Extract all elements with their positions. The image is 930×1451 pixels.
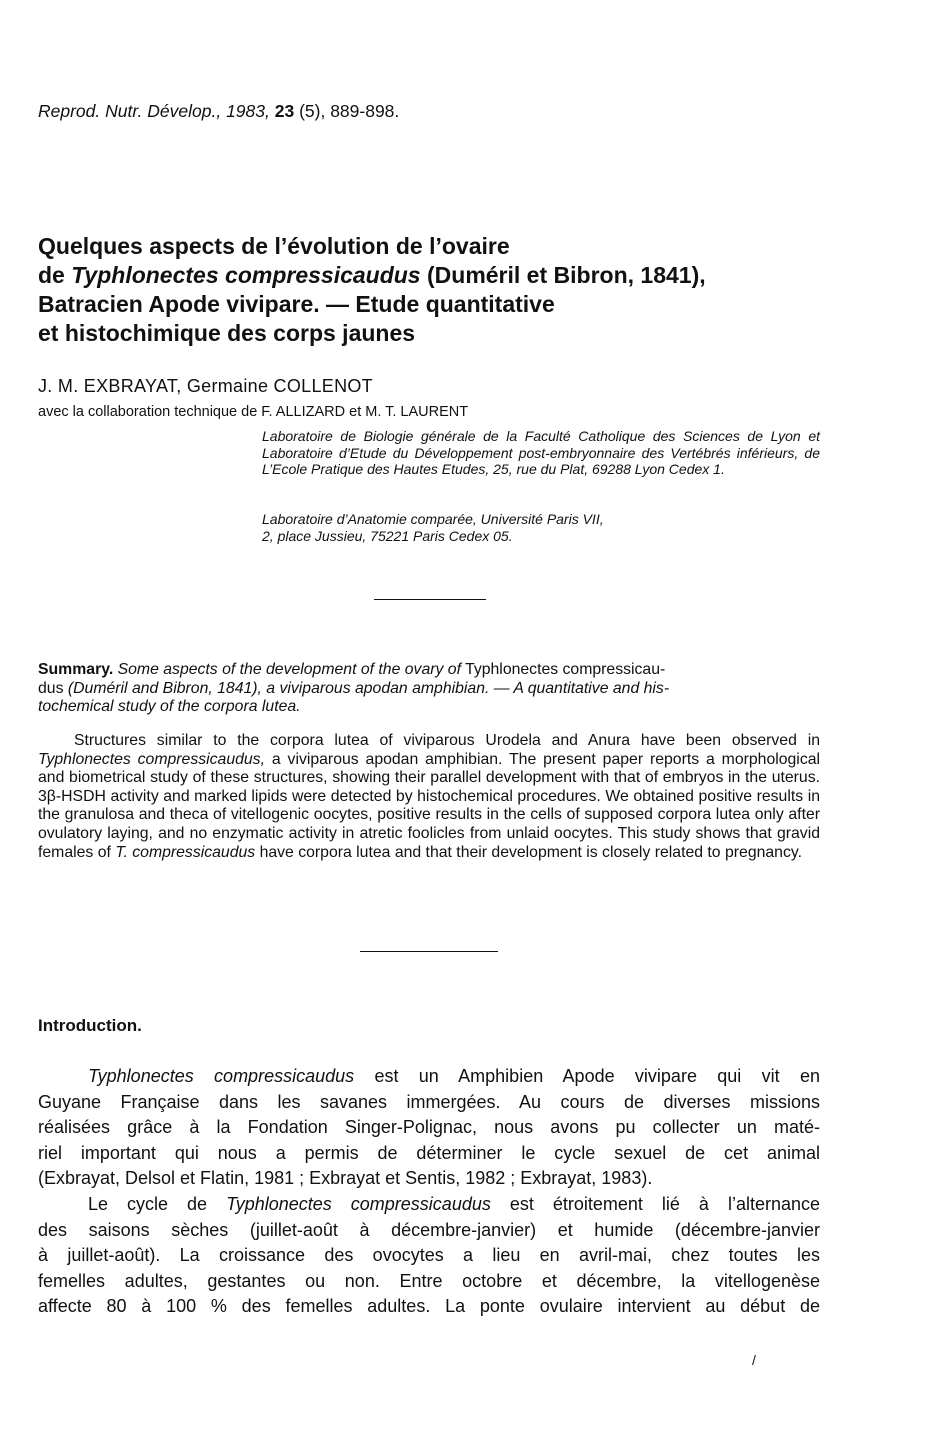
title-authority: (Duméril et Bibron, 1841), [420, 262, 706, 288]
summary-text-b: a viviparous apodan amphibian. The present paper reports a morphological and biometrical study of these structures, showing their parallel development with that of embryos in the uterus. 3β-HSDH activity and marked lipids were detected by histochemical procedures. We obtained positive results in the granulosa and theca of vitellogenic oocytes, positive results in the cells of supposed corpora lutea only after ovulatory laying, and no enzymatic activity in atretic foolicles from unlaid oocytes. This study shows that gravid females of [38, 750, 821, 861]
intro-p2-line-3: à juillet-août). La croissance des ovocytes a lieu en avril-mai, chez toutes les [38, 1245, 820, 1266]
summary-text [38, 732, 820, 862]
line-text: est étroitement lié à l’alternance [490, 1194, 820, 1214]
separator-rule [374, 599, 486, 600]
journal-name: Reprod. Nutr. Dévelop., [38, 101, 222, 121]
journal-volume: 23 [274, 101, 295, 121]
title-prefix: de [38, 262, 72, 288]
summary-title-a: Some aspects of the development of the ovary of [117, 661, 461, 678]
species-name: Typhlonectes compressicaudus [88, 1066, 355, 1086]
summary-heading [38, 661, 820, 717]
summary-title-species: Typhlonectes compressicau- [465, 661, 666, 678]
summary-title-b: (Duméril and Bibron, 1841), a viviparous apodan amphibian. — A quantitative and his- [67, 679, 670, 697]
intro-p1-line-3: réalisées grâce à la Fondation Singer-Polignac, nous avons pu collecter un maté- [38, 1117, 820, 1138]
intro-p2-line-4: femelles adultes, gestantes ou non. Entre octobre et décembre, la vitellogenèse [38, 1270, 820, 1291]
citation [38, 101, 399, 122]
summary-title-c: tochemical study of the corpora lutea. [38, 698, 301, 715]
affiliation-2 [262, 511, 820, 544]
line-text: est un Amphibien Apode vivipare qui vit en [354, 1066, 820, 1086]
intro-p2-line-2: des saisons sèches (juillet-août à décembre-janvier) et humide (décembre-janvier [38, 1219, 820, 1240]
summary-label: Summary. [38, 661, 114, 678]
journal-issue-pages: (5), 889-898. [299, 101, 400, 121]
summary-title-species-end: dus [38, 679, 64, 697]
title-line-1: Quelques aspects de l’évolution de l’ovaire [38, 233, 510, 259]
title-species: Typhlonectes compressicaudus [71, 262, 421, 288]
technical-collaboration: avec la collaboration technique de F. ALLIZARD et M. T. LAURENT [38, 404, 469, 420]
intro-p1-line-5: (Exbrayat, Delsol et Flatin, 1981 ; Exbrayat et Sentis, 1982 ; Exbrayat, 1983). [38, 1168, 653, 1189]
intro-p2-line-5: affecte 80 à 100 % des femelles adultes. La ponte ovulaire intervient au début de [38, 1296, 820, 1317]
summary-text-a: Structures similar to the corpora lutea of viviparous Urodela and Anura have been observed in [74, 732, 820, 749]
introduction-heading: Introduction. [38, 1016, 142, 1035]
page-mark: / [752, 1352, 756, 1368]
line-text: Le cycle de [88, 1194, 227, 1214]
affiliation-2-line-2: 2, place Jussieu, 75221 Paris Cedex 05. [262, 527, 513, 544]
title-line-2 [38, 261, 898, 290]
affiliation-2-line-1: Laboratoire d’Anatomie comparée, Université Paris VII, [262, 511, 604, 527]
intro-p2-line-1 [38, 1192, 820, 1218]
summary-text-c: have corpora lutea and that their development is closely related to pregnancy. [259, 843, 802, 861]
authors: J. M. EXBRAYAT, Germaine COLLENOT [38, 376, 373, 396]
species-name: Typhlonectes compressicaudus [226, 1194, 491, 1214]
intro-p1-line-1 [38, 1064, 820, 1090]
affiliation-1: Laboratoire de Biologie générale de la Faculté Catholique des Sciences de Lyon et Laboratoire d’Etude du Développement post-embryonnaire des Vertébrés inférieurs, de L’Ecole Pratique des Hautes Etudes, 25, rue du Plat, 69288 Lyon Cedex 1. [262, 428, 820, 477]
introduction-paragraph-1 [38, 1064, 820, 1192]
introduction-paragraph-2 [38, 1192, 820, 1320]
title-line-4: et histochimique des corps jaunes [38, 320, 416, 346]
summary-text-species-2: T. compressicaudus [115, 843, 256, 861]
paper-title [38, 232, 898, 348]
intro-p1-line-2: Guyane Française dans les savanes immergées. Au cours de diverses missions [38, 1091, 820, 1112]
separator-rule [360, 951, 498, 952]
summary-text-species: Typhlonectes compressicaudus, [38, 750, 265, 768]
journal-year: 1983, [226, 101, 270, 121]
title-line-3: Batracien Apode vivipare. — Etude quantitative [38, 291, 555, 317]
intro-p1-line-4: riel important qui nous a permis de déterminer le cycle sexuel de cet animal [38, 1142, 820, 1163]
